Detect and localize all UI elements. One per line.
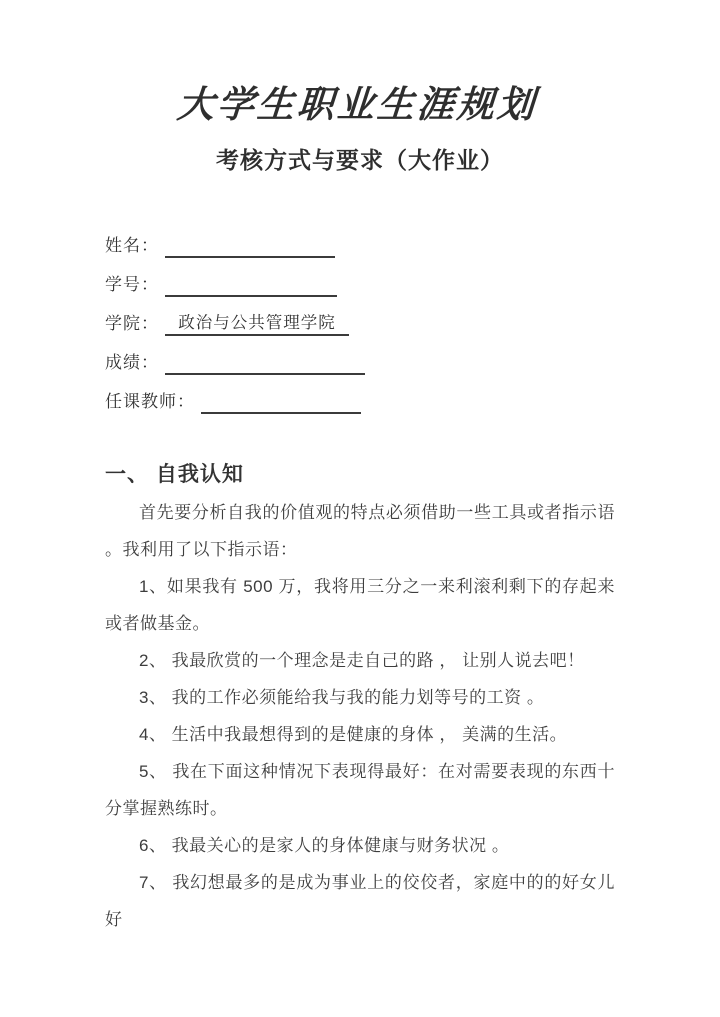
college-value: 政治与公共管理学院: [165, 312, 349, 336]
paragraph-item-3: 3、 我的工作必须能给我与我的能力划等号的工资 。: [139, 688, 545, 708]
paragraph-intro: 首先要分析自我的价值观的特点必须借助一些工具或者指示语 。我利用了以下指示语：: [105, 503, 615, 560]
student-id-label: 学号：: [105, 275, 159, 295]
form-field-college: [105, 297, 615, 336]
paragraph-item-5: 5、 我在下面这种情况下表现得最好：在对需要表现的东西十分掌握熟练时。: [105, 762, 615, 819]
name-label: 姓名：: [105, 236, 159, 256]
section-body: [105, 494, 615, 938]
grade-label: 成绩：: [105, 353, 159, 373]
paragraph-item-4: 4、 生活中我最想得到的是健康的身体 ， 美满的生活。: [139, 725, 568, 745]
teacher-blank-line: [201, 390, 361, 414]
student-id-blank-line: [165, 273, 337, 297]
form-field-student-id: [105, 258, 615, 297]
college-label: 学院：: [105, 314, 159, 334]
section-heading-self-awareness: 一、 自我认知: [105, 463, 244, 487]
paragraph-item-2: 2、 我最欣赏的一个理念是走自己的路 ， 让别人说去吧！: [139, 651, 585, 671]
grade-blank-line: [165, 351, 365, 375]
paragraph-item-6: 6、 我最关心的是家人的身体健康与财务状况 。: [139, 836, 510, 856]
cover-form: [105, 219, 615, 414]
form-field-teacher: [105, 375, 615, 414]
document-title: 大学生职业生涯规划: [175, 85, 539, 126]
paragraph-item-7: 7、 我幻想最多的是成为事业上的佼佼者，家庭中的的好女儿好: [105, 873, 615, 930]
form-field-grade: [105, 336, 615, 375]
teacher-label: 任课教师：: [105, 392, 195, 412]
form-field-name: [105, 219, 615, 258]
name-blank-line: [165, 234, 335, 258]
document-subtitle: 考核方式与要求（大作业）: [216, 148, 504, 174]
paragraph-item-1: 1、如果我有 500 万，我将用三分之一来利滚利剩下的存起来或者做基金。: [105, 577, 615, 634]
